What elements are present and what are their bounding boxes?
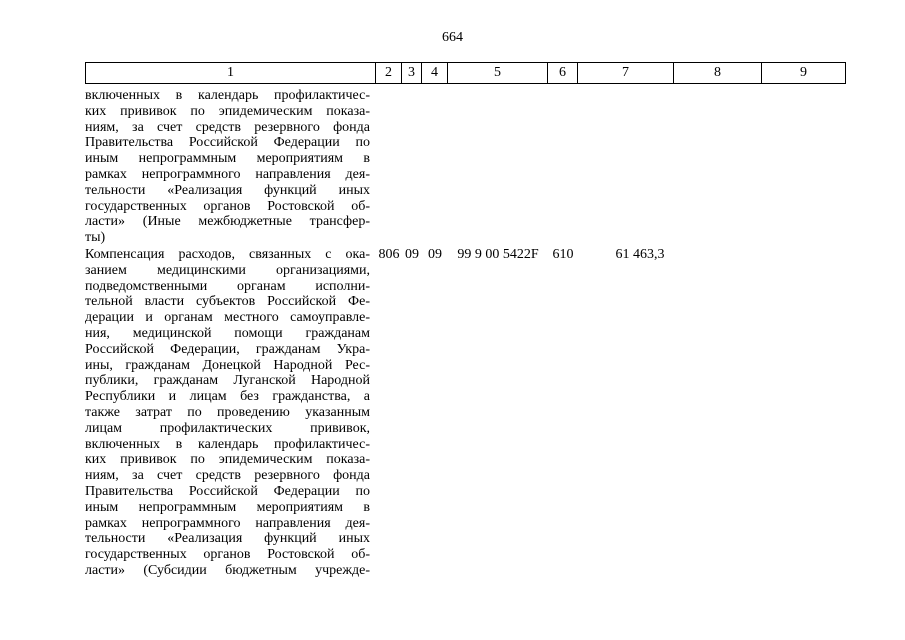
description-line: публики, гражданам Луганской Народной — [85, 373, 370, 389]
header-cell-8: 8 — [674, 63, 762, 84]
row-description — [85, 247, 370, 579]
description-line: ких прививок по эпидемическим показа- — [85, 452, 370, 468]
description-line: лицам профилактических прививок, — [85, 420, 370, 436]
description-line: тельной власти субъектов Российской Фе- — [85, 294, 370, 310]
cell-target-article: 99 9 00 5422F — [457, 247, 539, 262]
description-line: ния, медицинской помощи гражданам — [85, 325, 370, 341]
description-line: включенных в календарь профилактичес- — [85, 436, 370, 452]
description-line: тельности «Реализация функций иных — [85, 182, 370, 198]
description-line: подведомственными органам исполни- — [85, 278, 370, 294]
description-line: занием медицинскими организациями, — [85, 262, 370, 278]
description-line: дерации и органам местного самоуправле- — [85, 310, 370, 326]
description-line: рамках непрограммного направления дея- — [85, 166, 370, 182]
cell-amount: 61 463,3 — [615, 247, 665, 262]
description-line: ниям, за счет средств резервного фонда — [85, 468, 370, 484]
description-line: Российской Федерации, гражданам Укра- — [85, 341, 370, 357]
cell-subsection: 09 — [428, 247, 442, 262]
cell-expense-type: 610 — [552, 247, 574, 262]
description-line: ты) — [85, 230, 106, 246]
header-row — [86, 63, 846, 84]
column-header-table — [85, 62, 846, 84]
description-line: государственных органов Ростовской об- — [85, 547, 370, 563]
header-cell-2: 2 — [376, 63, 402, 84]
description-line: тельности «Реализация функций иных — [85, 531, 370, 547]
header-cell-1: 1 — [86, 63, 376, 84]
description-line: иным непрограммным мероприятиям в — [85, 499, 370, 515]
row-description — [85, 88, 370, 246]
header-cell-5: 5 — [448, 63, 548, 84]
description-line: Правительства Российской Федерации по — [85, 135, 370, 151]
header-cell-7: 7 — [578, 63, 674, 84]
page-number: 664 — [442, 30, 463, 45]
description-line: также затрат по проведению указанным — [85, 404, 370, 420]
description-line: включенных в календарь профилактичес- — [85, 88, 370, 103]
header-cell-6: 6 — [548, 63, 578, 84]
header-cell-3: 3 — [402, 63, 422, 84]
description-line: ласти» (Иные межбюджетные трансфер- — [85, 214, 370, 230]
description-line: Компенсация расходов, связанных с ока- — [85, 247, 370, 262]
cell-section: 09 — [405, 247, 419, 262]
cell-ministry-code: 806 — [378, 247, 400, 262]
description-line: Республики и лицам без гражданства, а — [85, 389, 370, 405]
description-line: государственных органов Ростовской об- — [85, 198, 370, 214]
header-cell-9: 9 — [762, 63, 846, 84]
description-line: ких прививок по эпидемическим показа- — [85, 103, 370, 119]
description-line: Правительства Российской Федерации по — [85, 483, 370, 499]
header-cell-4: 4 — [422, 63, 448, 84]
description-line: иным непрограммным мероприятиям в — [85, 151, 370, 167]
description-line: ласти» (Субсидии бюджетным учрежде- — [85, 562, 370, 578]
description-line: рамках непрограммного направления дея- — [85, 515, 370, 531]
description-line: ниям, за счет средств резервного фонда — [85, 119, 370, 135]
description-line: ины, гражданам Донецкой Народной Рес- — [85, 357, 370, 373]
